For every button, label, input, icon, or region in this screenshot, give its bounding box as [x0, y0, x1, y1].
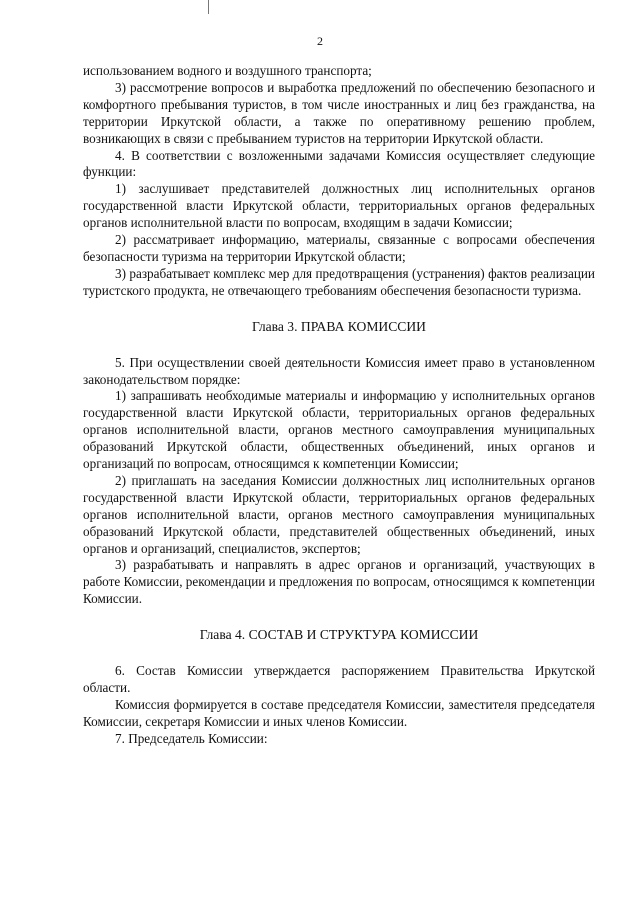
page-number: 2	[317, 34, 323, 48]
paragraph-7-chairman: 7. Председатель Комиссии:	[115, 730, 268, 746]
paragraph-formation: Комиссия формируется в составе председателя Комиссии, заместителя председателя Комиссии, секретаря Комиссии и иных членов Комиссии.	[83, 696, 595, 729]
chapter-4-heading: Глава 4. СОСТАВ И СТРУКТУРА КОМИССИИ	[199, 627, 479, 643]
paragraph-6-composition: 6. Состав Комиссии утверждается распоряжением Правительства Иркутской области.	[83, 663, 595, 695]
paragraph-function-1: 1) заслушивает представителей должностных лиц исполнительных органов государственной власти Иркутской области, территориальных органов федеральных органов исполнительной власти по вопросам, входящим в задачи Комиссии;	[83, 181, 595, 231]
paragraph-4-functions: 4. В соответствии с возложенными задачами Комиссия осуществляет следующие функции:	[83, 147, 595, 180]
document-body	[83, 63, 595, 748]
paragraph-5-rights: 5. При осуществлении своей деятельности Комиссия имеет право в установленном законодательством порядке:	[83, 354, 595, 387]
paragraph-item-3-tasks: 3) рассмотрение вопросов и выработка предложений по обеспечению безопасного и комфортного пребывания туристов, в том числе иностранных и лиц без гражданства, на территории Иркутской области, а также по оперативному решению проблем, возникающих в связи с пребыванием туристов на территории Иркутской области.	[83, 79, 595, 146]
paragraph-right-2: 2) приглашать на заседания Комиссии должностных лиц исполнительных органов государственной власти Иркутской области, территориальных органов федеральных органов исполнительной власти, органов местного самоуправления муниципальных образований Иркутской области, представителей общественных объединений, иных органов и организаций, специалистов, экспертов;	[83, 472, 595, 556]
chapter-3-heading: Глава 3. ПРАВА КОМИССИИ	[251, 318, 426, 334]
paragraph-function-2: 2) рассматривает информацию, материалы, связанные с вопросами обеспечения безопасности туризма на территории Иркутской области;	[83, 232, 595, 264]
paragraph-function-3: 3) разрабатывает комплекс мер для предотвращения (устранения) фактов реализации туристского продукта, не отвечающего требованиям обеспечения безопасности туризма.	[83, 265, 595, 298]
paragraph-continuation: использованием водного и воздушного транспорта;	[83, 63, 372, 78]
scan-artifact	[208, 0, 209, 14]
paragraph-right-3: 3) разрабатывать и направлять в адрес органов и организаций, участвующих в работе Комиссии, рекомендации и предложения по вопросам, относящимся к компетенции Комиссии.	[83, 557, 595, 607]
paragraph-right-1: 1) запрашивать необходимые материалы и информацию у исполнительных органов государственной власти Иркутской области, территориальных органов федеральных органов исполнительной власти, органов местного самоуправления муниципальных образований Иркутской области, общественных объединений, иных органов и организаций по вопросам, относящимся к компетенции Комиссии;	[83, 388, 595, 472]
